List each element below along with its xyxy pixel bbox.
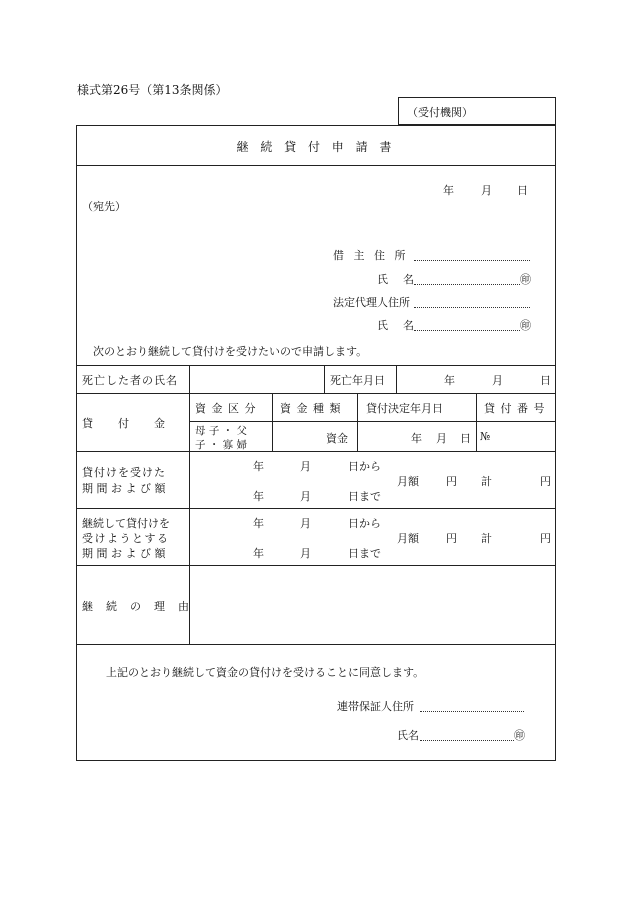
date-year-label: 年 — [443, 184, 454, 197]
cp-to-month: 月 — [300, 547, 311, 560]
cp-to-year: 年 — [253, 547, 264, 560]
divider — [76, 393, 556, 394]
rp-total-label: 計 — [481, 475, 492, 488]
fund-type-header: 資 金 種 類 — [280, 402, 342, 415]
seal-mark-icon: ㊞ — [520, 319, 531, 332]
column-divider — [272, 393, 273, 451]
loan-day-label: 日 — [460, 432, 471, 445]
fund-suffix: 資金 — [326, 432, 348, 445]
guarantor-name-label: 氏名 — [397, 729, 419, 742]
loan-number-header: 貸 付 番 号 — [484, 402, 546, 415]
received-period-label-line2: 期 間 お よ び 額 — [82, 482, 166, 495]
consent-text: 上記のとおり継続して資金の貸付けを受けることに同意します。 — [106, 666, 425, 679]
death-date-label: 死亡年月日 — [330, 374, 385, 387]
loan-year-label: 年 — [411, 432, 422, 445]
cp-from-year: 年 — [253, 517, 264, 530]
received-period-label-line1: 貸付けを受けた — [82, 466, 166, 479]
loan-label: 貸 付 金 — [82, 417, 166, 430]
seal-mark-icon: ㊞ — [520, 273, 531, 286]
rp-yen-label: 円 — [446, 475, 457, 488]
fund-category-header: 資 金 区 分 — [195, 402, 257, 415]
column-divider — [357, 393, 358, 451]
cp-total-label: 計 — [481, 532, 492, 545]
borrower-address-field[interactable] — [414, 247, 530, 261]
cp-total-yen-label: 円 — [540, 532, 551, 545]
cp-yen-label: 円 — [446, 532, 457, 545]
guarantor-name-field[interactable] — [420, 727, 514, 741]
rp-to-year: 年 — [253, 490, 264, 503]
continue-period-label-line2: 受けようとする — [82, 532, 170, 545]
continue-period-label-line1: 継続して貸付けを — [82, 517, 170, 530]
column-divider — [396, 365, 397, 393]
column-divider — [476, 393, 477, 451]
cp-to-day: 日まで — [348, 547, 381, 560]
reason-label: 継 続 の 理 由 — [82, 600, 190, 613]
cp-from-month: 月 — [300, 517, 311, 530]
rp-monthly-label: 月額 — [397, 475, 419, 488]
legal-rep-address-field[interactable] — [414, 294, 530, 308]
rp-from-year: 年 — [253, 460, 264, 473]
legal-rep-address-label: 法定代理人住所 — [333, 296, 410, 309]
divider — [76, 644, 556, 645]
form-number: 様式第26号（第13条関係） — [77, 83, 228, 97]
fund-category-option-line2: 子 ・ 寡 婦 — [195, 439, 248, 451]
guarantor-address-label: 連帯保証人住所 — [337, 700, 414, 713]
death-year-label: 年 — [444, 374, 455, 387]
loan-month-label: 月 — [436, 432, 447, 445]
borrower-name-label: 氏 名 — [377, 273, 416, 286]
rp-from-month: 月 — [300, 460, 311, 473]
date-month-label: 月 — [481, 184, 492, 197]
seal-mark-icon: ㊞ — [514, 729, 525, 742]
guarantor-address-field[interactable] — [420, 698, 524, 712]
divider — [76, 451, 556, 452]
rp-total-yen-label: 円 — [540, 475, 551, 488]
death-day-label: 日 — [540, 374, 551, 387]
column-divider — [324, 365, 325, 393]
loan-number-prefix: № — [480, 430, 491, 443]
loan-decision-date-header: 貸付決定年月日 — [366, 402, 443, 415]
cp-monthly-label: 月額 — [397, 532, 419, 545]
date-day-label: 日 — [517, 184, 528, 197]
rp-to-month: 月 — [300, 490, 311, 503]
rp-from-day: 日から — [348, 460, 381, 473]
divider — [189, 421, 556, 422]
reason-field[interactable] — [190, 566, 555, 644]
form-title: 継 続 貸 付 申 請 書 — [236, 140, 396, 154]
divider — [76, 165, 556, 166]
legal-rep-name-field[interactable] — [414, 317, 520, 331]
legal-rep-name-label: 氏 名 — [377, 319, 416, 332]
deceased-name-field[interactable] — [190, 366, 324, 393]
addressee-label: （宛先） — [82, 200, 126, 213]
death-month-label: 月 — [492, 374, 503, 387]
deceased-name-label: 死亡した者の氏名 — [82, 374, 178, 387]
fund-category-option-line1: 母 子 ・ 父 — [195, 425, 248, 437]
reception-label: （受付機関） — [407, 106, 473, 119]
request-text: 次のとおり継続して貸付けを受けたいので申請します。 — [93, 345, 368, 358]
rp-to-day: 日まで — [348, 490, 381, 503]
borrower-name-field[interactable] — [414, 271, 520, 285]
cp-from-day: 日から — [348, 517, 381, 530]
borrower-address-label: 借 主 住 所 — [333, 249, 409, 262]
continue-period-label-line3: 期 間 お よ び 額 — [82, 547, 166, 560]
divider — [76, 508, 556, 509]
